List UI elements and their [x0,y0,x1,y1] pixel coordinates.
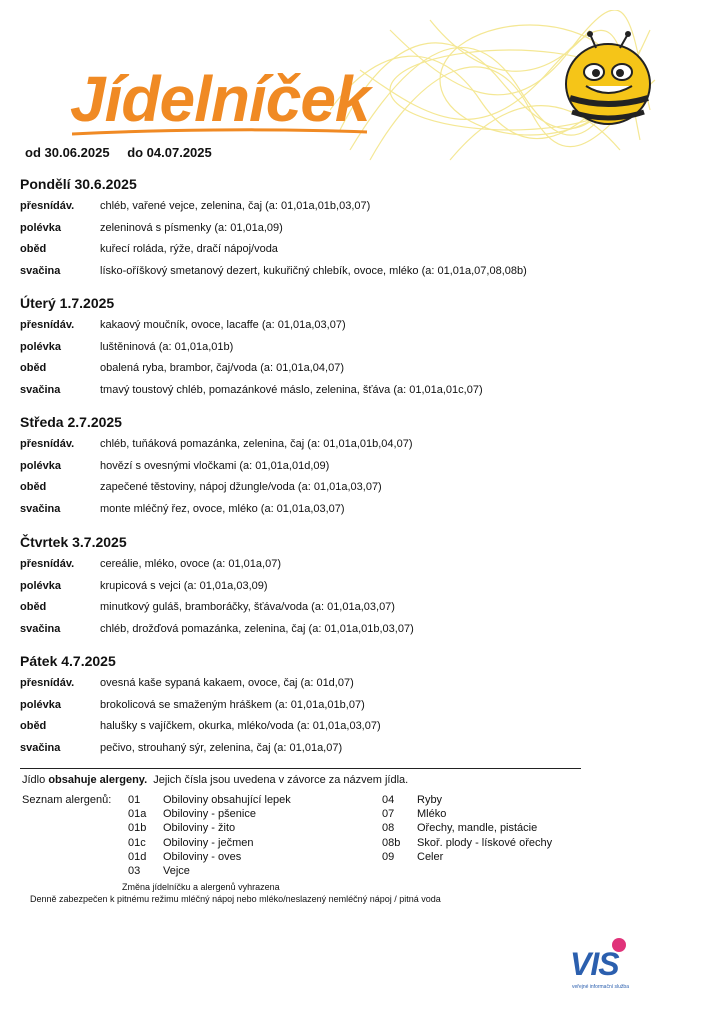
meal-value: krupicová s vejci (a: 01,01a,03,09) [100,579,268,592]
meal-row [20,319,600,341]
day-block [20,414,600,524]
meal-label: přesnídáv. [20,438,75,450]
day-block [20,534,600,644]
allergen-name: Vejce [163,864,190,877]
meal-label: svačina [20,622,61,635]
allergen-item [128,794,291,808]
meal-label: přesnídáv. [20,200,75,212]
allergen-code: 08 [382,822,395,835]
meal-label: svačina [20,383,61,396]
meal-row [20,580,600,602]
allergen-name: Obiloviny - oves [163,850,242,863]
footnote-change: Změna jídelníčku a alergenů vyhrazena [122,882,280,892]
meal-label: oběd [20,243,47,255]
day-block [20,295,600,405]
meal-label: přesnídáv. [20,319,75,331]
meal-row [20,481,600,503]
meal-value: kuřecí roláda, rýže, dračí nápoj/voda [100,243,278,255]
page-title: Jídelníček [70,63,370,135]
vis-logo [570,936,654,996]
meal-row [20,341,600,363]
day-title: Středa 2.7.2025 [20,414,122,430]
date-range [25,145,226,160]
allergen-item [382,794,552,808]
allergen-column [128,794,291,879]
meal-label: svačina [20,741,61,754]
meal-label: polévka [20,698,61,711]
date-to: do 04.07.2025 [127,145,212,160]
meal-row [20,384,600,406]
day-block [20,176,600,286]
meal-value: halušky s vajíčkem, okurka, mléko/voda (a: 01,01a,03,07) [100,720,381,732]
meal-row [20,200,600,222]
meal-row [20,601,600,623]
allergen-note-bold: obsahuje alergeny. [48,774,148,786]
meal-value: monte mléčný řez, ovoce, mléko (a: 01,01a,03,07) [100,502,345,515]
meal-value: luštěninová (a: 01,01a,01b) [100,340,234,353]
meal-row [20,438,600,460]
allergen-item [382,808,552,822]
meal-value: tmavý toustový chléb, pomazánkové máslo, zelenina, šťáva (a: 01,01a,01c,07) [100,383,483,396]
meal-value: ovesná kaše sypaná kakaem, ovoce, čaj (a: 01d,07) [100,677,354,689]
meal-label: polévka [20,221,61,234]
logo-text: VIS [570,946,619,982]
allergen-list-label: Seznam alergenů: [22,794,112,806]
meal-value: kakaový moučník, ovoce, lacaffe (a: 01,01a,03,07) [100,319,346,331]
meal-label: oběd [20,362,47,374]
allergen-item [128,851,291,865]
meal-label: oběd [20,481,47,493]
bee-mascot-icon [558,28,658,128]
meal-value: chléb, drožďová pomazánka, zelenina, čaj (a: 01,01a,01b,03,07) [100,622,414,635]
meal-row [20,623,600,645]
allergen-note-prefix: Jídlo [22,774,46,786]
meal-label: polévka [20,579,61,592]
allergen-name: Ryby [417,794,443,806]
allergen-code: 01c [128,836,146,849]
allergen-item [382,851,552,865]
logo-subtitle: veřejné informační služba [572,984,629,990]
meal-row [20,243,600,265]
allergen-code: 09 [382,850,395,863]
allergen-code: 08b [382,836,401,849]
meal-row [20,558,600,580]
meal-label: polévka [20,340,61,353]
allergen-name: Ořechy, mandle, pistácie [417,822,538,835]
meal-row [20,742,600,764]
meal-label: přesnídáv. [20,677,75,689]
meal-row [20,677,600,699]
day-block [20,653,600,763]
allergen-name: Obiloviny - žito [163,822,236,835]
allergen-code: 01 [128,794,141,806]
meal-label: oběd [20,720,47,732]
meal-row [20,503,600,525]
day-title: Pondělí 30.6.2025 [20,176,137,192]
allergen-item [382,822,552,836]
meal-value: lísko-oříškový smetanový dezert, kukuřičný chlebík, ovoce, mléko (a: 01,01a,07,08,08b) [100,264,527,277]
allergen-code: 01d [128,850,147,863]
meal-value: zapečené těstoviny, nápoj džungle/voda (a: 01,01a,03,07) [100,481,382,493]
meal-value: hovězí s ovesnými vločkami (a: 01,01a,01d,09) [100,459,330,472]
divider [20,768,581,769]
meal-row [20,460,600,482]
meal-value: zeleninová s písmenky (a: 01,01a,09) [100,221,283,234]
allergen-name: Obiloviny - ječmen [163,836,254,849]
allergen-item [382,837,552,851]
day-title: Pátek 4.7.2025 [20,653,116,669]
meal-value: obalená ryba, brambor, čaj/voda (a: 01,01a,04,07) [100,362,344,374]
allergen-code: 07 [382,808,395,821]
meal-label: svačina [20,502,61,515]
meal-value: chléb, vařené vejce, zelenina, čaj (a: 01,01a,01b,03,07) [100,200,371,212]
meal-value: chléb, tuňáková pomazánka, zelenina, čaj (a: 01,01a,01b,04,07) [100,438,413,450]
meal-row [20,362,600,384]
allergen-code: 01b [128,822,147,835]
allergen-column [382,794,552,865]
allergen-name: Obiloviny obsahující lepek [163,794,291,806]
meal-value: cereálie, mléko, ovoce (a: 01,01a,07) [100,558,281,570]
allergen-code: 01a [128,808,147,821]
allergen-name: Obiloviny - pšenice [163,808,256,821]
allergen-note-suffix: Jejich čísla jsou uvedena v závorce za názvem jídla. [153,774,409,786]
allergen-code: 04 [382,794,395,806]
meal-row [20,265,600,287]
day-title: Úterý 1.7.2025 [20,295,115,311]
meal-row [20,699,600,721]
date-from: od 30.06.2025 [25,145,110,160]
footnote-drinks: Denně zabezpečen k pitnému režimu mléčný nápoj nebo mléko/neslazený nemléčný nápoj / pitná voda [30,894,441,904]
day-title: Čtvrtek 3.7.2025 [20,534,127,550]
allergen-item [128,808,291,822]
meal-label: přesnídáv. [20,558,75,570]
allergen-name: Celer [417,850,444,863]
meal-row [20,222,600,244]
title-underline [72,128,372,140]
allergen-note [22,774,408,786]
meal-label: polévka [20,459,61,472]
allergen-code: 03 [128,864,141,877]
allergen-item [128,865,291,879]
meal-value: pečivo, strouhaný sýr, zelenina, čaj (a: 01,01a,07) [100,741,343,754]
allergen-item [128,837,291,851]
meal-label: svačina [20,264,61,277]
meal-label: oběd [20,601,47,613]
allergen-item [128,822,291,836]
header [0,0,724,170]
meal-value: brokolicová se smaženým hráškem (a: 01,01a,01b,07) [100,698,365,711]
meal-row [20,720,600,742]
allergen-name: Skoř. plody - lískové ořechy [417,836,553,849]
allergen-name: Mléko [417,808,447,821]
meal-value: minutkový guláš, bramboráčky, šťáva/voda (a: 01,01a,03,07) [100,601,395,613]
